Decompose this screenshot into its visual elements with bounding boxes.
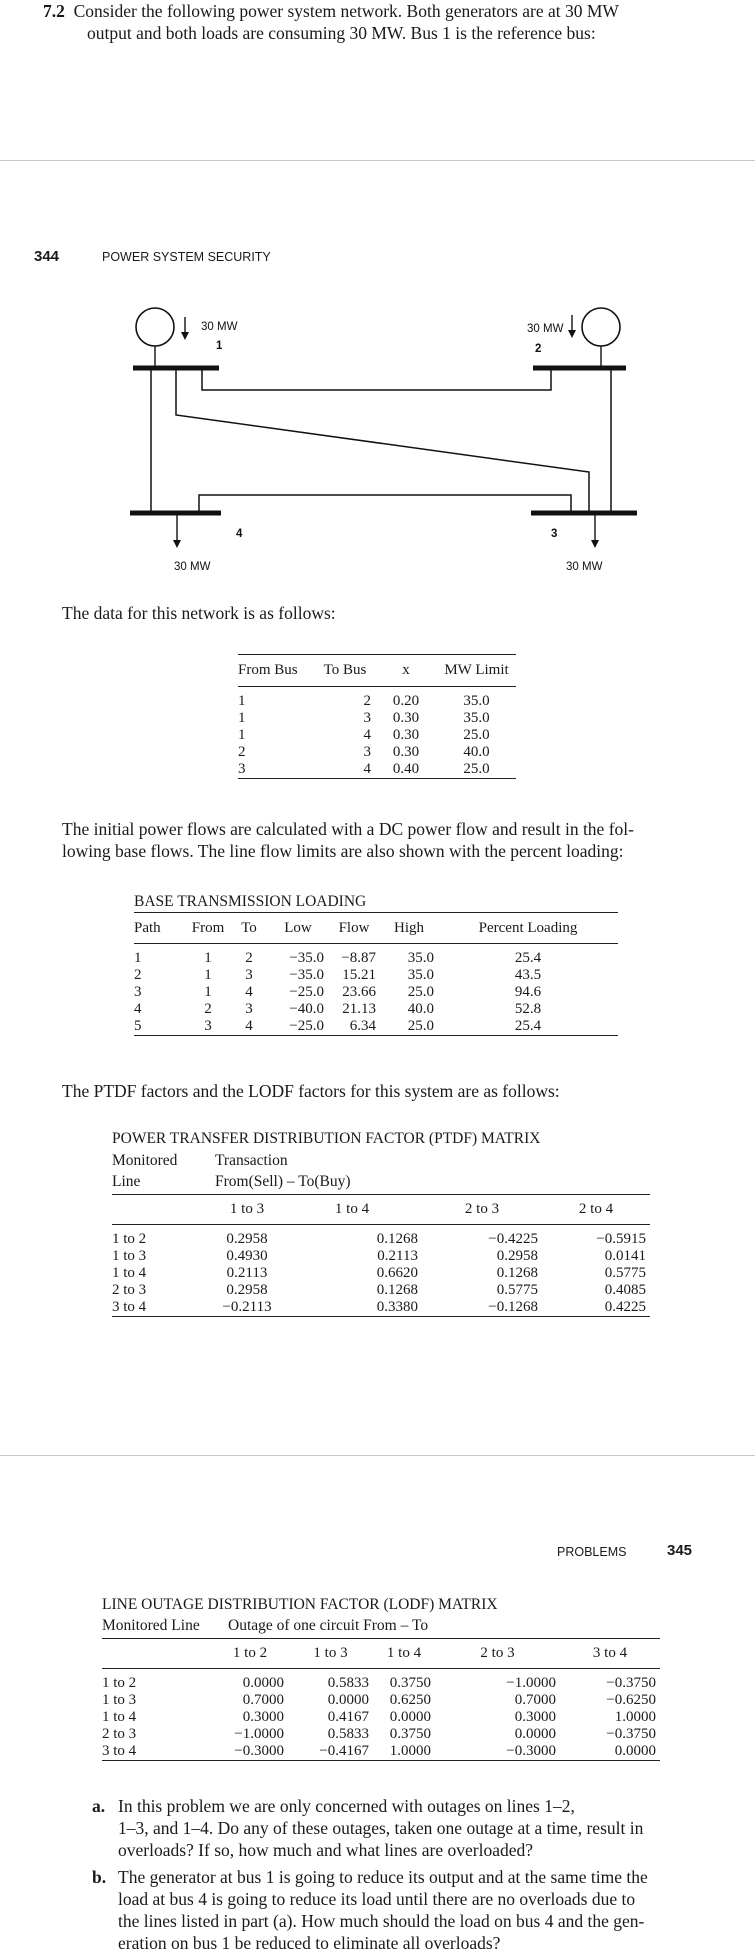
- question-a-line2: 1–3, and 1–4. Do any of these outages, taken one outage at a time, result in: [118, 1818, 644, 1838]
- table-row: [102, 1692, 660, 1709]
- ptdf-transaction: Transaction: [215, 1152, 288, 1169]
- table-cell: 0.20: [392, 693, 420, 709]
- table-cell: 25.4: [514, 950, 542, 966]
- col-header: 1 to 4: [386, 1645, 422, 1661]
- table-cell: 0.7000: [242, 1692, 284, 1708]
- table-cell: 0.40: [392, 761, 420, 777]
- table-cell: 35.0: [463, 710, 490, 726]
- table-cell: −0.6250: [606, 1692, 656, 1708]
- table-row: [134, 967, 618, 984]
- table-cell: 0.0000: [242, 1675, 284, 1691]
- table-row: [112, 1248, 650, 1265]
- table-cell: 15.21: [342, 967, 376, 983]
- table-cell: 0.0000: [389, 1709, 431, 1725]
- table-cell: −0.1268: [488, 1299, 538, 1315]
- table-cell: 4: [134, 1001, 142, 1017]
- table-cell: 25.0: [463, 761, 490, 777]
- table-row: [238, 687, 516, 711]
- table-row: [112, 1282, 650, 1299]
- question-b-label: b.: [92, 1867, 107, 1887]
- network-intro: The data for this network is as follows:: [62, 603, 336, 623]
- table-cell: 0.6250: [389, 1692, 431, 1708]
- table-row: [238, 727, 516, 744]
- page-number-345: 345: [667, 1542, 693, 1559]
- load3-label: 30 MW: [566, 561, 603, 573]
- load3-arrow-icon: [591, 540, 599, 548]
- table-cell: 0.30: [392, 710, 420, 726]
- col-header: Path: [134, 919, 161, 936]
- table-row: [134, 1018, 618, 1036]
- table-cell: 1: [238, 727, 246, 743]
- table-cell: 1: [238, 710, 246, 726]
- table-cell: −0.4167: [319, 1743, 369, 1759]
- ptdf-title: POWER TRANSFER DISTRIBUTION FACTOR (PTDF) MATRIX: [112, 1130, 541, 1147]
- table-cell: 0.1268: [496, 1265, 538, 1281]
- generator-1-icon: [136, 308, 174, 346]
- table-cell: 25.4: [514, 1018, 542, 1034]
- table-cell: 1.0000: [614, 1709, 656, 1725]
- col-header: 2 to 3: [480, 1645, 515, 1661]
- ptdf-intro: The PTDF factors and the LODF factors for this system are as follows:: [62, 1081, 560, 1101]
- table-cell: 1.0000: [389, 1743, 431, 1759]
- table-cell: 5: [134, 1018, 142, 1034]
- table-cell: 0.0000: [514, 1726, 556, 1742]
- col-header: 1 to 3: [313, 1645, 348, 1661]
- col-header: From Bus: [238, 662, 298, 678]
- col-header: Percent Loading: [478, 919, 578, 936]
- bus-3-label: 3: [551, 528, 558, 540]
- table-cell: 0.3380: [376, 1299, 418, 1315]
- table-cell: 1 to 3: [112, 1248, 147, 1264]
- table-cell: −35.0: [289, 950, 324, 966]
- ptdf-line: Line: [112, 1173, 141, 1190]
- table-cell: 4: [245, 984, 253, 1000]
- line-1-2: [202, 368, 551, 390]
- table-cell: 1 to 4: [112, 1265, 147, 1281]
- table-cell: 3: [204, 1018, 212, 1034]
- table-cell: −1.0000: [234, 1726, 284, 1742]
- table-row: [134, 984, 618, 1001]
- table-cell: 1: [204, 984, 212, 1000]
- table-cell: 0.5775: [604, 1265, 646, 1281]
- table-cell: 1 to 2: [112, 1231, 147, 1247]
- network-data-table: [238, 654, 516, 779]
- col-header: 3 to 4: [592, 1645, 628, 1661]
- table-cell: 1 to 2: [102, 1675, 137, 1691]
- bus-2-label: 2: [535, 343, 542, 355]
- question-b-line3: the lines listed in part (a). How much should the load on bus 4 and the gen-: [118, 1911, 645, 1931]
- problem-text-line2: output and both loads are consuming 30 MW. Bus 1 is the reference bus:: [87, 23, 596, 43]
- page-number-344: 344: [34, 248, 60, 265]
- table-cell: 52.8: [514, 1001, 542, 1017]
- table-cell: 0.5833: [327, 1675, 369, 1691]
- table-cell: 1: [238, 693, 246, 709]
- table-cell: −0.3750: [606, 1675, 656, 1691]
- table-cell: 25.0: [407, 1018, 434, 1034]
- table-cell: 23.66: [342, 984, 376, 1000]
- flows-intro-line2: lowing base flows. The line flow limits are also shown with the percent loading:: [62, 841, 624, 861]
- question-a-label: a.: [92, 1796, 106, 1816]
- load4-label: 30 MW: [174, 561, 211, 573]
- question-b-line1: The generator at bus 1 is going to reduce its output and at the same time the: [118, 1867, 648, 1887]
- gen1-output-label: 30 MW: [201, 321, 238, 333]
- table-cell: 3: [238, 761, 246, 777]
- col-header: Flow: [338, 919, 370, 936]
- question-a: [92, 1795, 702, 1861]
- table-cell: 3 to 4: [112, 1299, 147, 1315]
- table-cell: 4: [245, 1018, 253, 1034]
- load4-arrow-icon: [173, 540, 181, 548]
- table-row: [238, 744, 516, 761]
- col-header: From: [191, 919, 225, 936]
- table-cell: 0.5775: [496, 1282, 538, 1298]
- table-cell: −25.0: [289, 1018, 324, 1034]
- table-cell: 0.2958: [496, 1248, 538, 1264]
- table-cell: 3 to 4: [102, 1743, 137, 1759]
- base-table-title: BASE TRANSMISSION LOADING: [134, 893, 367, 910]
- lodf-title: LINE OUTAGE DISTRIBUTION FACTOR (LODF) MATRIX: [102, 1596, 498, 1613]
- ptdf-from-to: From(Sell) – To(Buy): [215, 1173, 351, 1190]
- table-cell: 40.0: [407, 1001, 434, 1017]
- col-header: MW Limit: [444, 662, 509, 678]
- table-cell: 3: [245, 1001, 253, 1017]
- question-b-line2: load at bus 4 is going to reduce its load until there are no overloads due to: [118, 1889, 636, 1909]
- table-cell: 43.5: [514, 967, 542, 983]
- line-3-4: [199, 495, 571, 513]
- table-cell: −25.0: [289, 984, 324, 1000]
- gen1-arrow-icon: [181, 332, 189, 340]
- page-break-rule: [0, 160, 755, 161]
- table-cell: 3: [134, 984, 142, 1000]
- table-cell: 0.5833: [327, 1726, 369, 1742]
- table-cell: 1: [134, 950, 142, 966]
- table-cell: 1: [204, 950, 212, 966]
- table-cell: 1 to 4: [102, 1709, 137, 1725]
- col-header: x: [402, 662, 410, 678]
- col-header: To Bus: [323, 662, 367, 678]
- table-cell: 0.2113: [226, 1265, 268, 1281]
- network-diagram: [0, 290, 755, 580]
- table-cell: −8.87: [341, 950, 376, 966]
- problem-number: 7.2: [43, 1, 65, 21]
- flows-intro: [62, 818, 742, 862]
- table-cell: 0.4167: [327, 1709, 369, 1725]
- table-cell: 1 to 3: [102, 1692, 137, 1708]
- table-row: [112, 1299, 650, 1317]
- table-row: [102, 1726, 660, 1743]
- lodf-monitored-line: Monitored Line: [102, 1617, 200, 1634]
- table-cell: 2: [134, 967, 142, 983]
- table-cell: −0.3000: [234, 1743, 284, 1759]
- table-cell: 2: [204, 1001, 212, 1017]
- col-header: Low: [284, 919, 312, 936]
- base-loading-table: [134, 912, 618, 1036]
- table-row: [134, 944, 618, 968]
- question-b-line4: eration on bus 1 be reduced to eliminate all overloads?: [118, 1933, 501, 1953]
- col-header: 2 to 3: [464, 1201, 500, 1217]
- table-cell: 25.0: [407, 984, 434, 1000]
- table-cell: 0.1268: [376, 1231, 418, 1247]
- table-cell: 94.6: [514, 984, 542, 1000]
- table-cell: 0.4085: [604, 1282, 646, 1298]
- table-cell: 0.0000: [327, 1692, 369, 1708]
- running-header-344: POWER SYSTEM SECURITY: [102, 250, 271, 264]
- table-cell: 35.0: [463, 693, 490, 709]
- table-cell: 0.6620: [376, 1265, 418, 1281]
- table-cell: 40.0: [463, 744, 490, 760]
- table-cell: −0.5915: [596, 1231, 646, 1247]
- generator-2-icon: [582, 308, 620, 346]
- table-cell: 1: [204, 967, 212, 983]
- table-cell: 0.2113: [377, 1248, 418, 1264]
- table-cell: 0.2958: [226, 1231, 268, 1247]
- table-cell: 0.3000: [242, 1709, 284, 1725]
- table-cell: 0.3000: [514, 1709, 556, 1725]
- col-header: 1 to 4: [334, 1201, 370, 1217]
- table-cell: 0.4930: [226, 1248, 268, 1264]
- bus-1-label: 1: [216, 340, 223, 352]
- table-cell: 2: [245, 950, 253, 966]
- running-header-345: PROBLEMS: [557, 1545, 627, 1559]
- col-header: 1 to 2: [232, 1645, 268, 1661]
- bus-4-label: 4: [236, 528, 243, 540]
- flows-intro-line1: The initial power flows are calculated with a DC power flow and result in the fol-: [62, 819, 634, 839]
- problem-text-line1: Consider the following power system network. Both generators are at 30 MW: [73, 1, 619, 21]
- table-row: [238, 710, 516, 727]
- table-cell: 25.0: [463, 727, 490, 743]
- table-cell: 2 to 3: [112, 1282, 147, 1298]
- table-row: [238, 761, 516, 779]
- col-header: 1 to 3: [229, 1201, 265, 1217]
- table-cell: 0.30: [392, 744, 420, 760]
- gen2-arrow-icon: [568, 330, 576, 338]
- table-row: [102, 1669, 660, 1693]
- table-cell: −0.3000: [506, 1743, 556, 1759]
- table-cell: 0.2958: [226, 1282, 268, 1298]
- table-cell: 3: [363, 744, 371, 760]
- table-row: [112, 1265, 650, 1282]
- ptdf-monitored: Monitored: [112, 1152, 178, 1169]
- table-cell: 21.13: [342, 1001, 376, 1017]
- table-cell: 0.30: [392, 727, 420, 743]
- table-cell: 4: [363, 761, 371, 777]
- question-a-line3: overloads? If so, how much and what lines are overloaded?: [118, 1840, 533, 1860]
- table-cell: −0.4225: [488, 1231, 538, 1247]
- table-cell: 0.3750: [389, 1675, 431, 1691]
- question-b: [92, 1866, 702, 1954]
- col-header: 2 to 4: [578, 1201, 614, 1217]
- table-cell: 0.1268: [376, 1282, 418, 1298]
- table-cell: 6.34: [349, 1018, 376, 1034]
- table-row: [112, 1225, 650, 1249]
- lodf-outage: Outage of one circuit From – To: [228, 1617, 429, 1634]
- table-cell: 0.7000: [514, 1692, 556, 1708]
- table-cell: 3: [363, 710, 371, 726]
- lodf-matrix-table: [102, 1638, 660, 1761]
- table-row: [134, 1001, 618, 1018]
- question-a-line1: In this problem we are only concerned with outages on lines 1–2,: [118, 1796, 575, 1816]
- table-cell: 35.0: [407, 967, 434, 983]
- page-break-rule: [0, 1455, 755, 1456]
- table-cell: 4: [363, 727, 371, 743]
- col-header: High: [394, 919, 424, 936]
- table-cell: −1.0000: [506, 1675, 556, 1691]
- ptdf-matrix-table: [112, 1194, 650, 1317]
- table-cell: 0.4225: [604, 1299, 646, 1315]
- table-cell: −35.0: [289, 967, 324, 983]
- table-cell: 3: [245, 967, 253, 983]
- table-cell: 35.0: [407, 950, 434, 966]
- col-header: To: [241, 919, 257, 936]
- table-cell: 2: [238, 744, 246, 760]
- table-cell: 0.0000: [614, 1743, 656, 1759]
- table-row: [102, 1709, 660, 1726]
- table-cell: 0.3750: [389, 1726, 431, 1742]
- table-cell: −0.2113: [222, 1299, 272, 1315]
- gen2-output-label: 30 MW: [527, 323, 564, 335]
- table-cell: 0.0141: [604, 1248, 646, 1264]
- table-cell: −0.3750: [606, 1726, 656, 1742]
- table-cell: 2: [363, 693, 371, 709]
- table-cell: 2 to 3: [102, 1726, 137, 1742]
- problem-statement: [43, 0, 743, 44]
- table-row: [102, 1743, 660, 1761]
- table-cell: −40.0: [289, 1001, 324, 1017]
